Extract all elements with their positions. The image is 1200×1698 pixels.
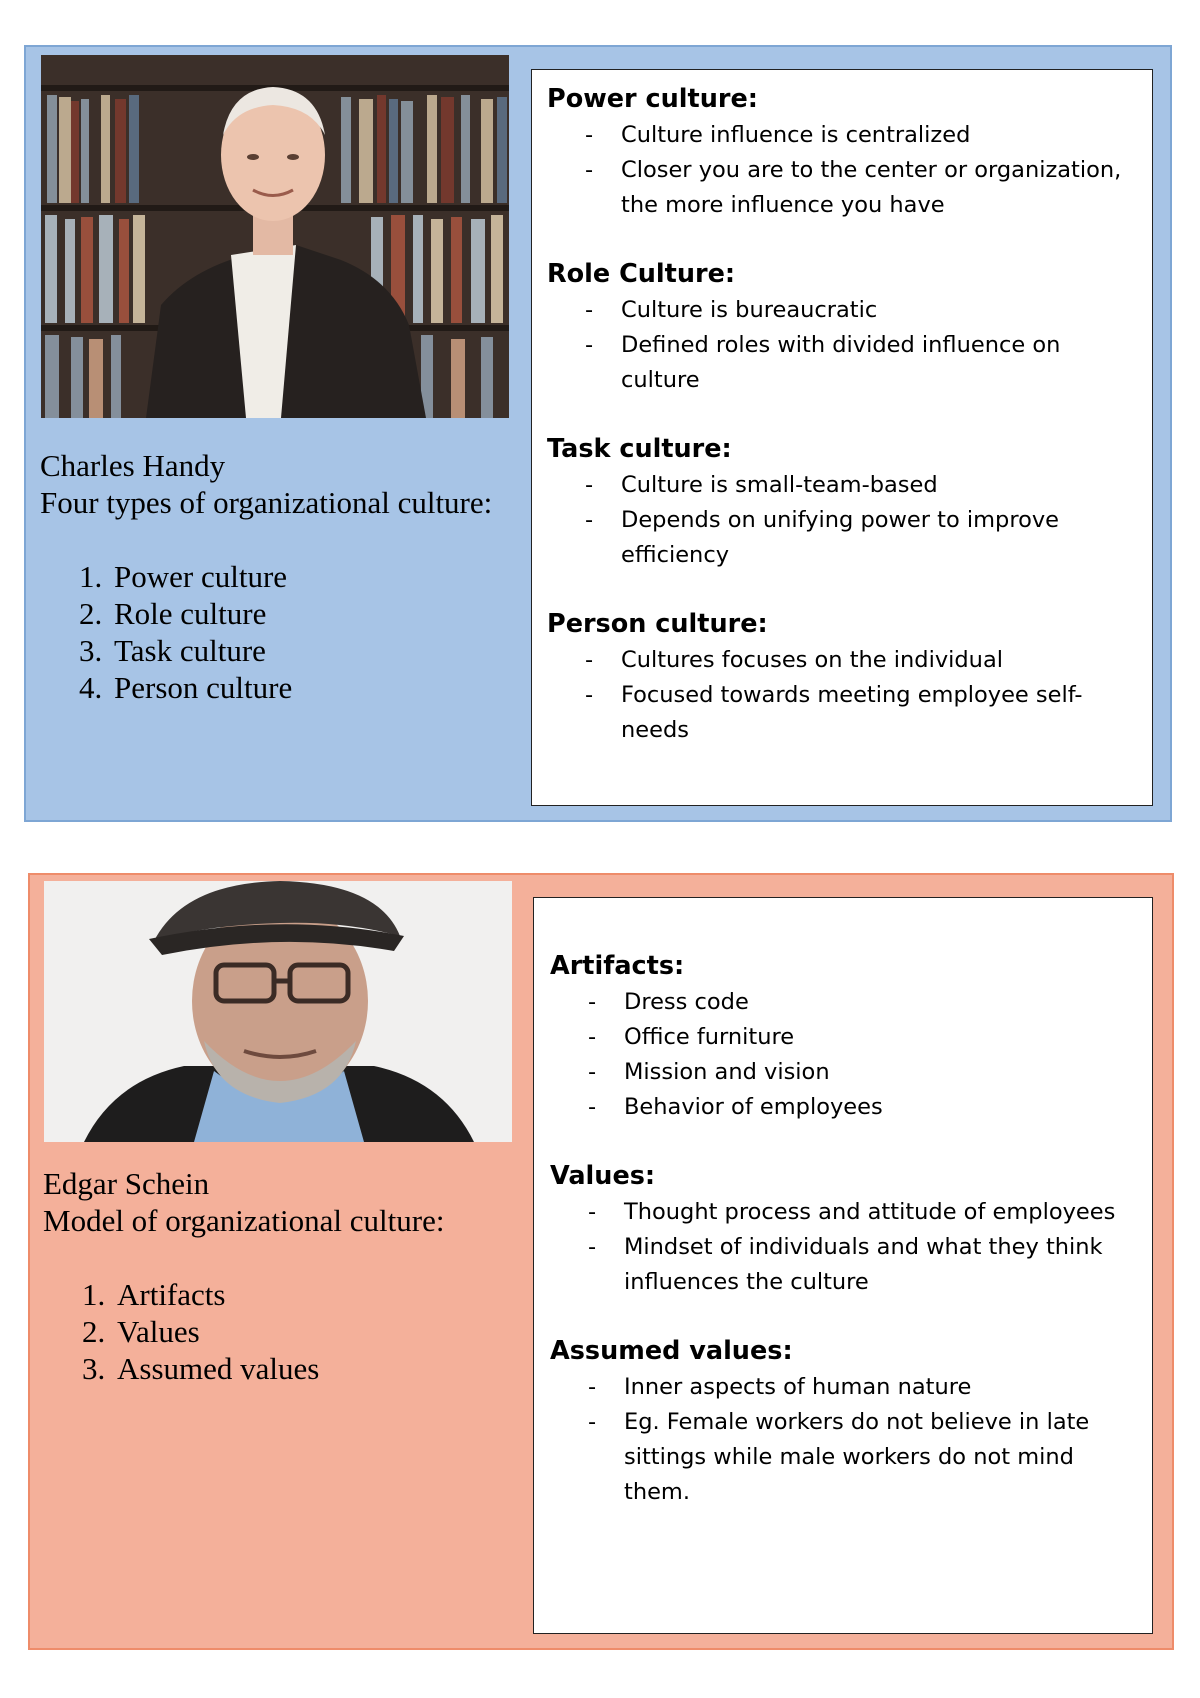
- artifacts-section: [550, 948, 1142, 1125]
- portrait-image: [44, 881, 512, 1142]
- bullet-item: - Mindset of individuals and what they think influences the culture: [550, 1230, 1142, 1300]
- bullet-list: [547, 468, 1142, 573]
- theorist-name: Edgar Schein: [43, 1166, 210, 1201]
- section-heading: Person culture:: [547, 609, 768, 639]
- bullet-item: - Closer you are to the center or organization, the more influence you have: [547, 153, 1142, 223]
- culture-levels-list: [43, 1276, 513, 1387]
- bullet-item: - Dress code: [550, 985, 1142, 1020]
- theory-subtitle: Model of organizational culture:: [43, 1203, 445, 1238]
- bullet-item: - Thought process and attitude of employees: [550, 1195, 1142, 1230]
- schein-culture-details-box: [533, 897, 1153, 1634]
- culture-types-list: [40, 558, 510, 706]
- bullet-item: - Eg. Female workers do not believe in late sittings while male workers do not mind them.: [550, 1405, 1142, 1510]
- charles-handy-panel: [24, 45, 1172, 822]
- bullet-list: [547, 293, 1142, 398]
- section-heading: Power culture:: [547, 84, 758, 114]
- section-heading: Task culture:: [547, 434, 732, 464]
- role-culture-section: [547, 256, 1142, 398]
- charles-handy-summary: [40, 447, 510, 706]
- charles-handy-photo: [41, 55, 509, 418]
- bullet-item: - Mission and vision: [550, 1055, 1142, 1090]
- bullet-list: [550, 1370, 1142, 1510]
- handy-culture-details-box: [531, 69, 1153, 806]
- theory-subtitle: Four types of organizational culture:: [40, 485, 493, 520]
- bullet-list: [547, 643, 1142, 748]
- edgar-schein-panel: [28, 873, 1174, 1650]
- bullet-list: [550, 985, 1142, 1125]
- edgar-schein-summary: [43, 1165, 513, 1387]
- task-culture-section: [547, 431, 1142, 573]
- bullet-item: - Cultures focuses on the individual: [547, 643, 1142, 678]
- bullet-list: [550, 1195, 1142, 1300]
- list-item: 1. Power culture: [110, 558, 510, 595]
- list-item: 4. Person culture: [110, 669, 510, 706]
- bullet-item: - Depends on unifying power to improve efficiency: [547, 503, 1142, 573]
- section-heading: Role Culture:: [547, 259, 736, 289]
- bullet-item: - Culture is small-team-based: [547, 468, 1142, 503]
- list-item: 3. Assumed values: [113, 1350, 513, 1387]
- bullet-item: - Behavior of employees: [550, 1090, 1142, 1125]
- edgar-schein-photo: [44, 881, 512, 1142]
- assumed-values-section: [550, 1333, 1142, 1510]
- list-item: 3. Task culture: [110, 632, 510, 669]
- values-section: [550, 1158, 1142, 1300]
- list-item: 2. Values: [113, 1313, 513, 1350]
- section-heading: Values:: [550, 1161, 656, 1191]
- theorist-name: Charles Handy: [40, 448, 226, 483]
- bullet-list: [547, 118, 1142, 223]
- list-item: 2. Role culture: [110, 595, 510, 632]
- bullet-item: - Culture influence is centralized: [547, 118, 1142, 153]
- list-item: 1. Artifacts: [113, 1276, 513, 1313]
- section-heading: Assumed values:: [550, 1336, 793, 1366]
- bullet-item: - Culture is bureaucratic: [547, 293, 1142, 328]
- bookshelf-portrait-image: [41, 55, 509, 418]
- power-culture-section: [547, 81, 1142, 223]
- bullet-item: - Office furniture: [550, 1020, 1142, 1055]
- bullet-item: - Defined roles with divided influence on culture: [547, 328, 1142, 398]
- bullet-item: - Focused towards meeting employee self-needs: [547, 678, 1142, 748]
- bullet-item: - Inner aspects of human nature: [550, 1370, 1142, 1405]
- section-heading: Artifacts:: [550, 951, 685, 981]
- person-culture-section: [547, 606, 1142, 748]
